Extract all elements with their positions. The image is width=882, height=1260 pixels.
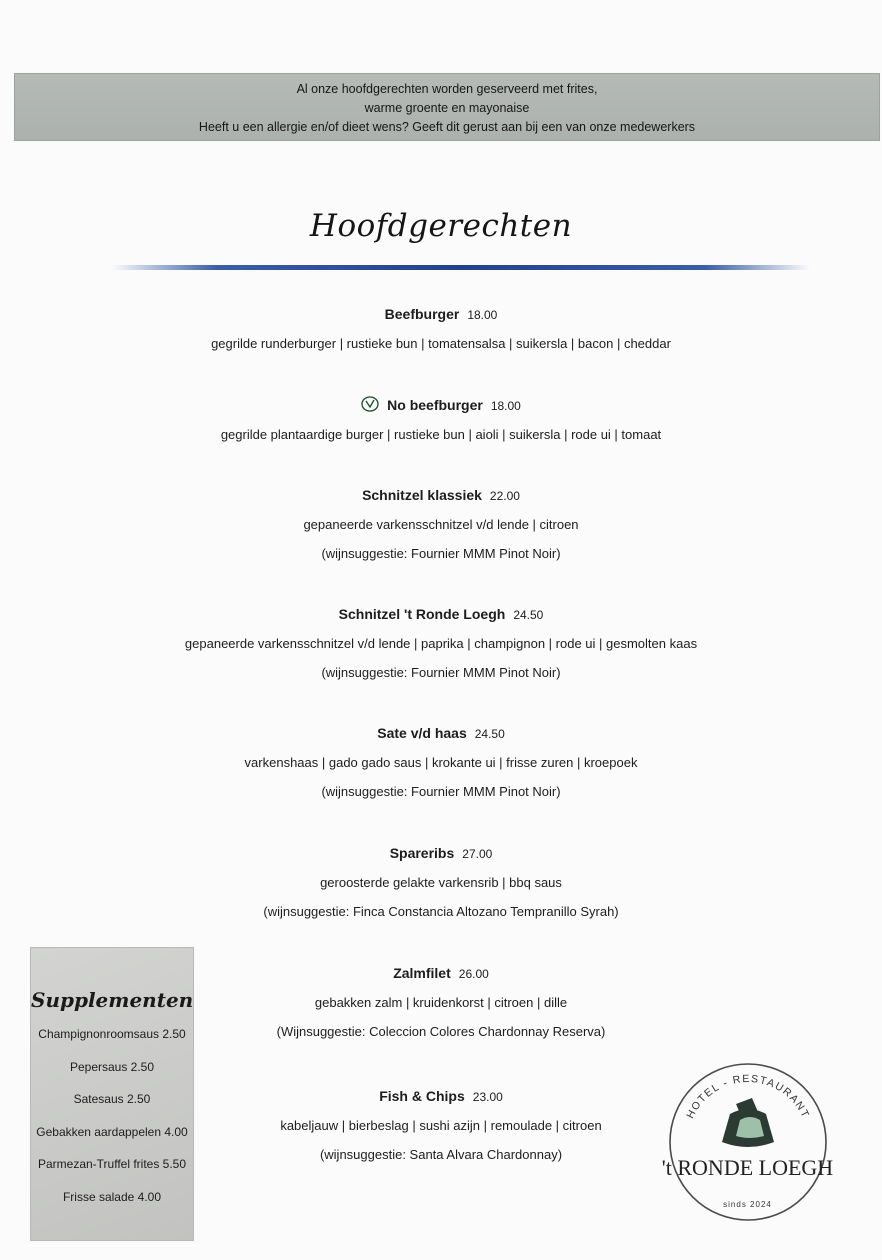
info-banner xyxy=(14,73,880,141)
dish-spareribs xyxy=(0,843,882,922)
supplement-item: Satesaus 2.50 xyxy=(73,1092,151,1106)
dish-price: 18.00 xyxy=(467,308,498,322)
dish-schnitzel-ronde-loegh xyxy=(0,604,882,683)
supplements-panel xyxy=(30,947,194,1241)
dish-name: Sate v/d haas xyxy=(377,725,467,741)
dish-schnitzel-klassiek xyxy=(0,485,882,564)
wine-suggestion: (Wijnsuggestie: Coleccion Colores Chardonnay Reserva) xyxy=(276,1024,606,1039)
wine-suggestion: (wijnsuggestie: Finca Constancia Altozano Tempranillo Syrah) xyxy=(263,904,619,919)
wine-suggestion: (wijnsuggestie: Santa Alvara Chardonnay) xyxy=(319,1147,563,1162)
supplement-item: Gebakken aardappelen 4.00 xyxy=(36,1124,188,1139)
restaurant-logo xyxy=(650,1062,845,1222)
banner-line-1: Al onze hoofdgerechten worden geserveerd met frites, xyxy=(296,82,598,96)
dish-name: No beefburger xyxy=(387,397,483,413)
supplement-item: Pepersaus 2.50 xyxy=(69,1059,155,1074)
logo-emblem xyxy=(650,1062,845,1222)
dish-price: 22.00 xyxy=(489,489,520,503)
supplement-item: Parmezan-Truffel frites 5.50 xyxy=(37,1157,187,1171)
dish-description: varkenshaas | gado gado saus | krokante ui | frisse zuren | kroepoek xyxy=(244,755,638,770)
dish-price: 23.00 xyxy=(472,1090,503,1104)
dish-description: gebakken zalm | kruidenkorst | citroen | dille xyxy=(314,995,568,1010)
dish-name: Fish & Chips xyxy=(379,1088,465,1104)
dish-price: 24.50 xyxy=(513,608,544,622)
supplement-item: Frisse salade 4.00 xyxy=(62,1189,162,1204)
dish-name: Spareribs xyxy=(389,845,455,861)
page-title: Hoofdgerechten xyxy=(309,208,573,244)
supplement-item: Champignonroomsaus 2.50 xyxy=(38,1027,186,1041)
logo-arc-text: HOTEL - RESTAURANT xyxy=(684,1072,812,1121)
dish-name: Zalmfilet xyxy=(393,965,451,981)
wine-suggestion: (wijnsuggestie: Fournier MMM Pinot Noir) xyxy=(321,546,561,561)
dish-price: 27.00 xyxy=(462,847,493,861)
dish-price: 26.00 xyxy=(458,967,489,981)
title-divider xyxy=(112,265,810,270)
dish-price: 18.00 xyxy=(490,399,521,413)
dish-description: gepaneerde varkensschnitzel v/d lende | paprika | champignon | rode ui | gesmolten kaas xyxy=(184,636,698,651)
supplements-title: Supplementen xyxy=(31,988,194,1012)
vegan-icon xyxy=(361,395,379,413)
dish-price: 24.50 xyxy=(474,727,505,741)
dish-sate xyxy=(0,723,882,802)
wine-suggestion: (wijnsuggestie: Fournier MMM Pinot Noir) xyxy=(321,665,561,680)
wine-suggestion: (wijnsuggestie: Fournier MMM Pinot Noir) xyxy=(321,784,561,799)
dish-no-beefburger xyxy=(0,395,882,445)
logo-since: sinds 2024 xyxy=(723,1200,772,1209)
dish-name: Schnitzel klassiek xyxy=(362,487,482,503)
dish-description: gegrilde runderburger | rustieke bun | tomatensalsa | suikersla | bacon | cheddar xyxy=(211,336,671,351)
bell-icon xyxy=(722,1098,774,1147)
dish-description: geroosterde gelakte varkensrib | bbq saus xyxy=(320,875,562,890)
dish-description: kabeljauw | bierbeslag | sushi azijn | remoulade | citroen xyxy=(280,1118,602,1133)
dish-beefburger xyxy=(0,304,882,354)
dish-description: gegrilde plantaardige burger | rustieke bun | aioli | suikersla | rode ui | tomaat xyxy=(220,427,662,442)
logo-name: 't RONDE LOEGH xyxy=(661,1155,834,1180)
banner-line-2: warme groente en mayonaise xyxy=(364,101,530,115)
dish-name: Schnitzel 't Ronde Loegh xyxy=(338,606,506,622)
banner-line-3: Heeft u een allergie en/of dieet wens? Geeft dit gerust aan bij een van onze medewerkers xyxy=(198,120,696,134)
dish-name: Beefburger xyxy=(384,306,460,322)
dish-description: gepaneerde varkensschnitzel v/d lende | citroen xyxy=(303,517,579,532)
